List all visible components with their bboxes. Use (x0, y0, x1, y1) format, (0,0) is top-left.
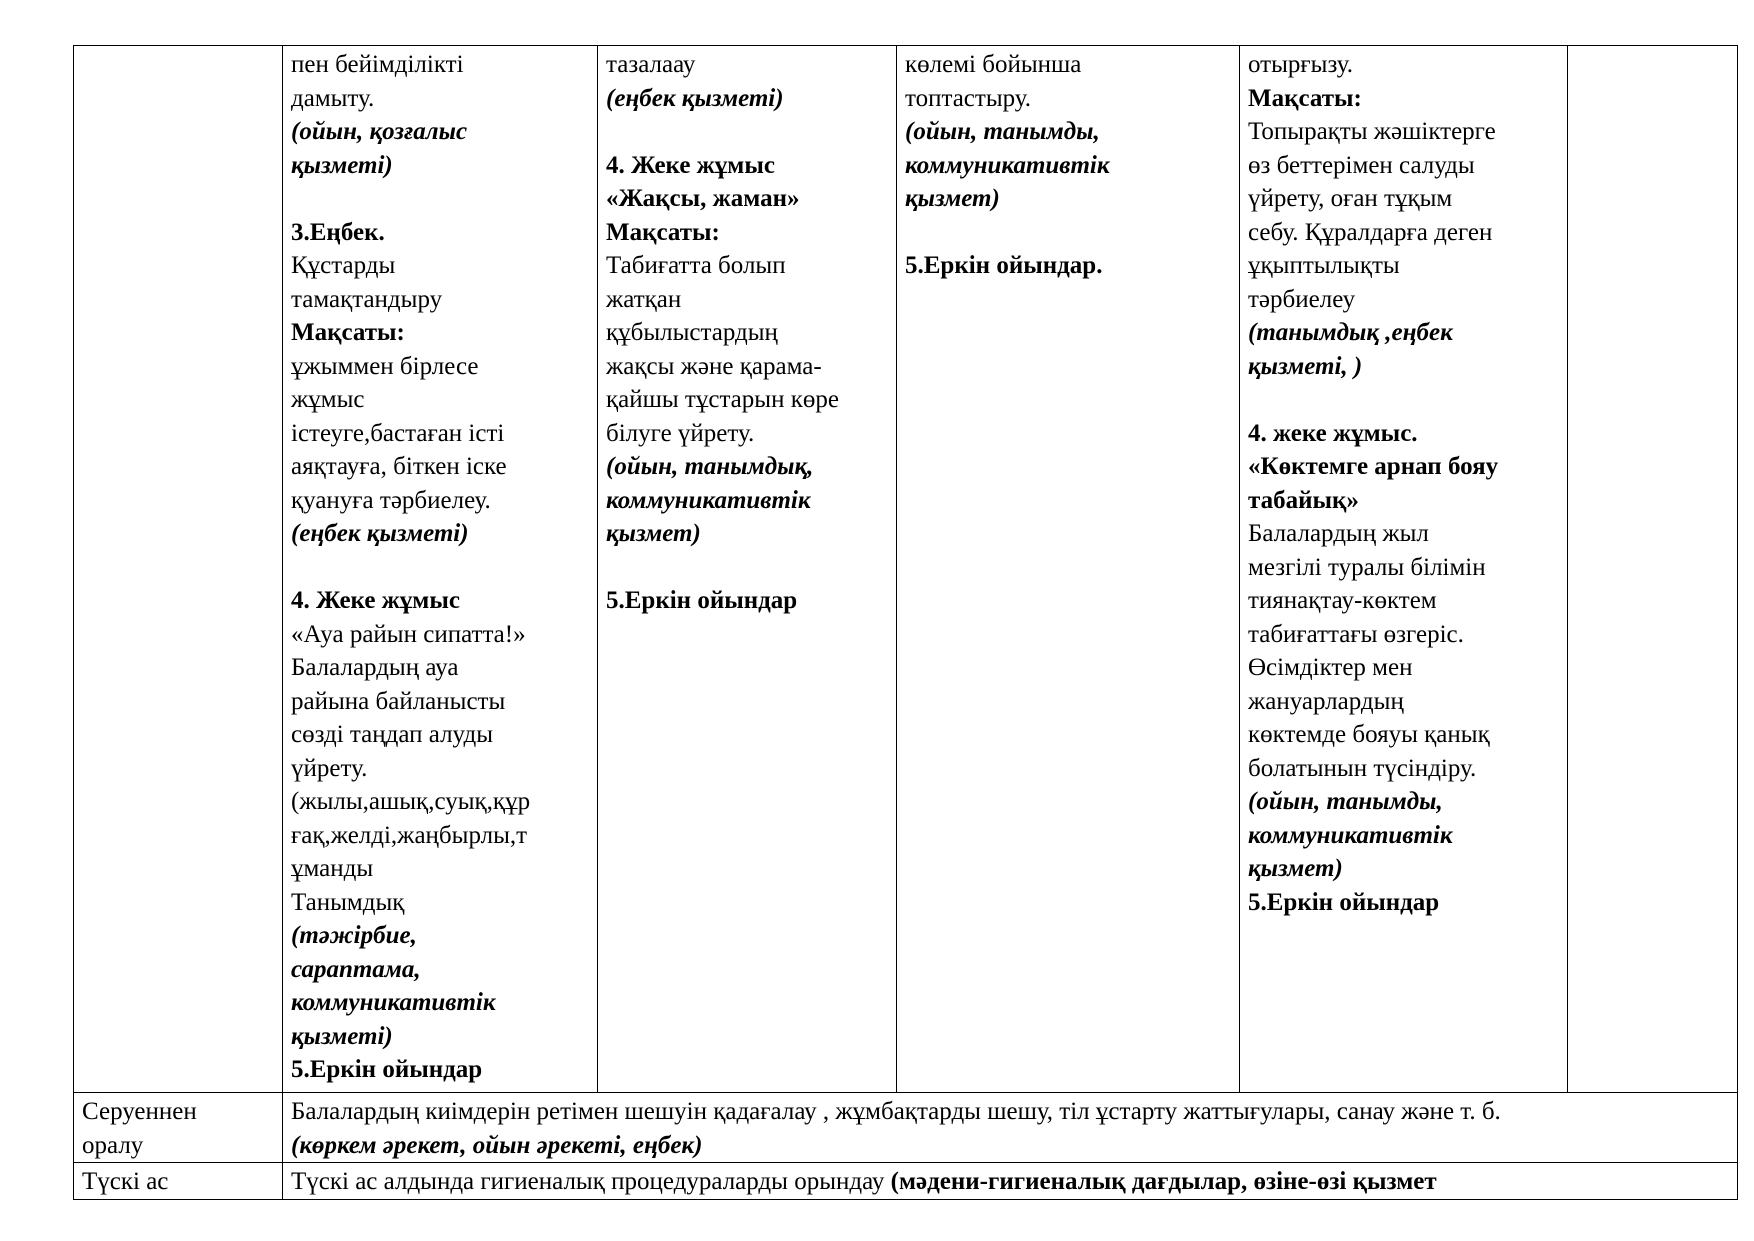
text-line: сөзді таңдап алуды (291, 721, 493, 748)
text-line: Табиғатта болып (606, 252, 786, 279)
text-line: жануарлардың (1248, 687, 1404, 715)
text-line: ұманды (291, 855, 374, 882)
blank-line (606, 551, 888, 585)
heading-line: Мақсаты: (606, 218, 720, 246)
day-column-3 (897, 46, 1240, 1093)
text-line: үйрету, оған тұқым (1248, 185, 1453, 212)
text-line: құбылыстардың (606, 319, 778, 346)
text-line: істеуге,бастаған істі (291, 419, 505, 447)
heading-line: (ойын, қозғалыс (291, 118, 468, 145)
heading-line: Мақсаты: (291, 319, 405, 346)
blank-line (606, 115, 888, 149)
row-label-cell (74, 1163, 283, 1200)
text-line: себу. Құралдарға деген (1248, 218, 1493, 246)
row-label-cell (74, 1093, 283, 1163)
text-line: ғақ,желді,жаңбырлы,т (291, 821, 528, 849)
heading-line: коммуникативтік (1248, 821, 1453, 849)
day-column-2 (598, 46, 897, 1093)
heading-line: 4. жеке жұмыс. (1248, 419, 1418, 447)
text-line: жақсы және қарама- (606, 352, 822, 380)
text-line: білуге үйрету. (606, 419, 755, 447)
text-line: өз беттерімен салуды (1248, 151, 1475, 179)
text-line: Құстарды (291, 252, 396, 279)
heading-line: «Көктемге арнап бояу (1248, 453, 1499, 480)
heading-line: 5.Еркін ойындар (291, 1056, 483, 1083)
text-line: Балалардың жыл (1248, 520, 1429, 547)
text-line: дамыту. (291, 84, 375, 112)
heading-line: сараптама, (291, 955, 421, 983)
heading-line: қызметі) (291, 151, 393, 179)
text-line: отырғызу. (1248, 51, 1354, 78)
day-column-5 (1568, 46, 1738, 1093)
text-line: тазалаау (606, 51, 696, 78)
heading-line: Мақсаты: (1248, 84, 1362, 112)
skills-note: (мәдени-гигиеналық дағдылар, өзіне-өзі қызмет (890, 1168, 1437, 1195)
heading-line: 4. Жеке жұмыс (606, 151, 775, 179)
heading-line: (еңбек қызметі) (291, 520, 469, 547)
heading-line: 5.Еркін ойындар. (905, 252, 1103, 279)
text-line: тәрбиелеу (1248, 285, 1356, 313)
plan-table (73, 45, 1738, 1200)
heading-line: коммуникативтік (606, 486, 811, 514)
text-line: мезгілі туралы білімін (1248, 553, 1486, 581)
text-line: аяқтауға, біткен іске (291, 453, 507, 480)
text-line: «Ауа райын сипатта!» (291, 620, 526, 648)
row-label-line: оралу (82, 1131, 144, 1159)
text-line: Танымдық (291, 888, 405, 916)
text-line: топтастыру. (905, 84, 1032, 112)
heading-line: (ойын, танымдық, (606, 453, 814, 480)
text-line: Өсімдіктер мен (1248, 654, 1413, 681)
text-line: көктемде бояуы қанық (1248, 721, 1490, 748)
text-line: қуануға тәрбиелеу. (291, 486, 491, 514)
text-line: жұмыс (291, 386, 365, 413)
heading-line: 4. Жеке жұмыс (291, 587, 460, 614)
blank-line (905, 216, 1231, 250)
text-line: Топырақты жәшіктерге (1248, 118, 1496, 145)
heading-line: «Жақсы, жаман» (606, 185, 800, 212)
heading-line: (ойын, танымды, (905, 118, 1100, 145)
heading-line: коммуникативтік (905, 151, 1110, 179)
heading-line: (тәжірбие, (291, 922, 417, 949)
heading-line: қызмет) (1248, 855, 1343, 882)
text-line: көлемі бойынша (905, 51, 1082, 78)
text-line: пен бейімділікті (291, 51, 464, 78)
heading-line: (еңбек қызметі) (606, 84, 784, 112)
row-label-cell (74, 46, 283, 1093)
return-from-walk-content (283, 1093, 1738, 1163)
blank-line (291, 551, 589, 585)
text-line: (жылы,ашық,суық,құр (291, 788, 531, 815)
text-line: ұқыптылықты (1248, 252, 1400, 279)
text-line: ұжыммен бірлесе (291, 352, 479, 380)
text-line: қайшы тұстарын көре (606, 386, 839, 413)
text-line: Балалардың ауа (291, 654, 459, 681)
row-label-line: Түскі ас (82, 1168, 169, 1195)
text-line: үйрету. (291, 754, 368, 782)
text-line: болатынын түсіндіру. (1248, 754, 1477, 782)
blank-line (1248, 383, 1559, 417)
heading-line: қызмет) (606, 520, 701, 547)
heading-line: коммуникативтік (291, 989, 496, 1016)
text-line: табиғаттағы өзгеріс. (1248, 620, 1464, 648)
heading-line: (танымдық ,еңбек (1248, 319, 1453, 346)
heading-line: (ойын, танымды, (1248, 788, 1443, 815)
blank-line (291, 182, 589, 216)
heading-line: 3.Еңбек. (291, 218, 385, 246)
day-column-1 (283, 46, 598, 1093)
lunch-content (283, 1163, 1738, 1200)
day-column-4 (1240, 46, 1568, 1093)
return-from-walk-row (74, 1093, 1738, 1163)
heading-line: қызмет) (905, 185, 1000, 212)
heading-line: қызметі) (291, 1022, 393, 1050)
text-line: тамақтандыру (291, 285, 443, 313)
content-line (291, 1165, 1729, 1199)
text-line: жатқан (606, 285, 682, 313)
text-line: тиянақтау-көктем (1248, 587, 1437, 614)
lunch-row (74, 1163, 1738, 1200)
row-label-line: Серуеннен (82, 1098, 197, 1125)
heading-line: 5.Еркін ойындар (606, 587, 798, 614)
activity-type-note: (көркем әрекет, ойын әрекеті, еңбек) (291, 1131, 703, 1159)
text-line: райына байланысты (291, 687, 506, 715)
content-text: Түскі ас алдында гигиеналық процедураларды орындау (291, 1168, 891, 1195)
heading-line: табайық» (1248, 486, 1359, 514)
heading-line: қызметі, ) (1248, 352, 1363, 380)
content-text: Балалардың киімдерін ретімен шешуін қадағалау , жұмбақтарды шешу, тіл ұстарту жаттығулары, санау және т. б. (291, 1098, 1501, 1125)
activities-row (74, 46, 1738, 1093)
heading-line: 5.Еркін ойындар (1248, 888, 1440, 916)
